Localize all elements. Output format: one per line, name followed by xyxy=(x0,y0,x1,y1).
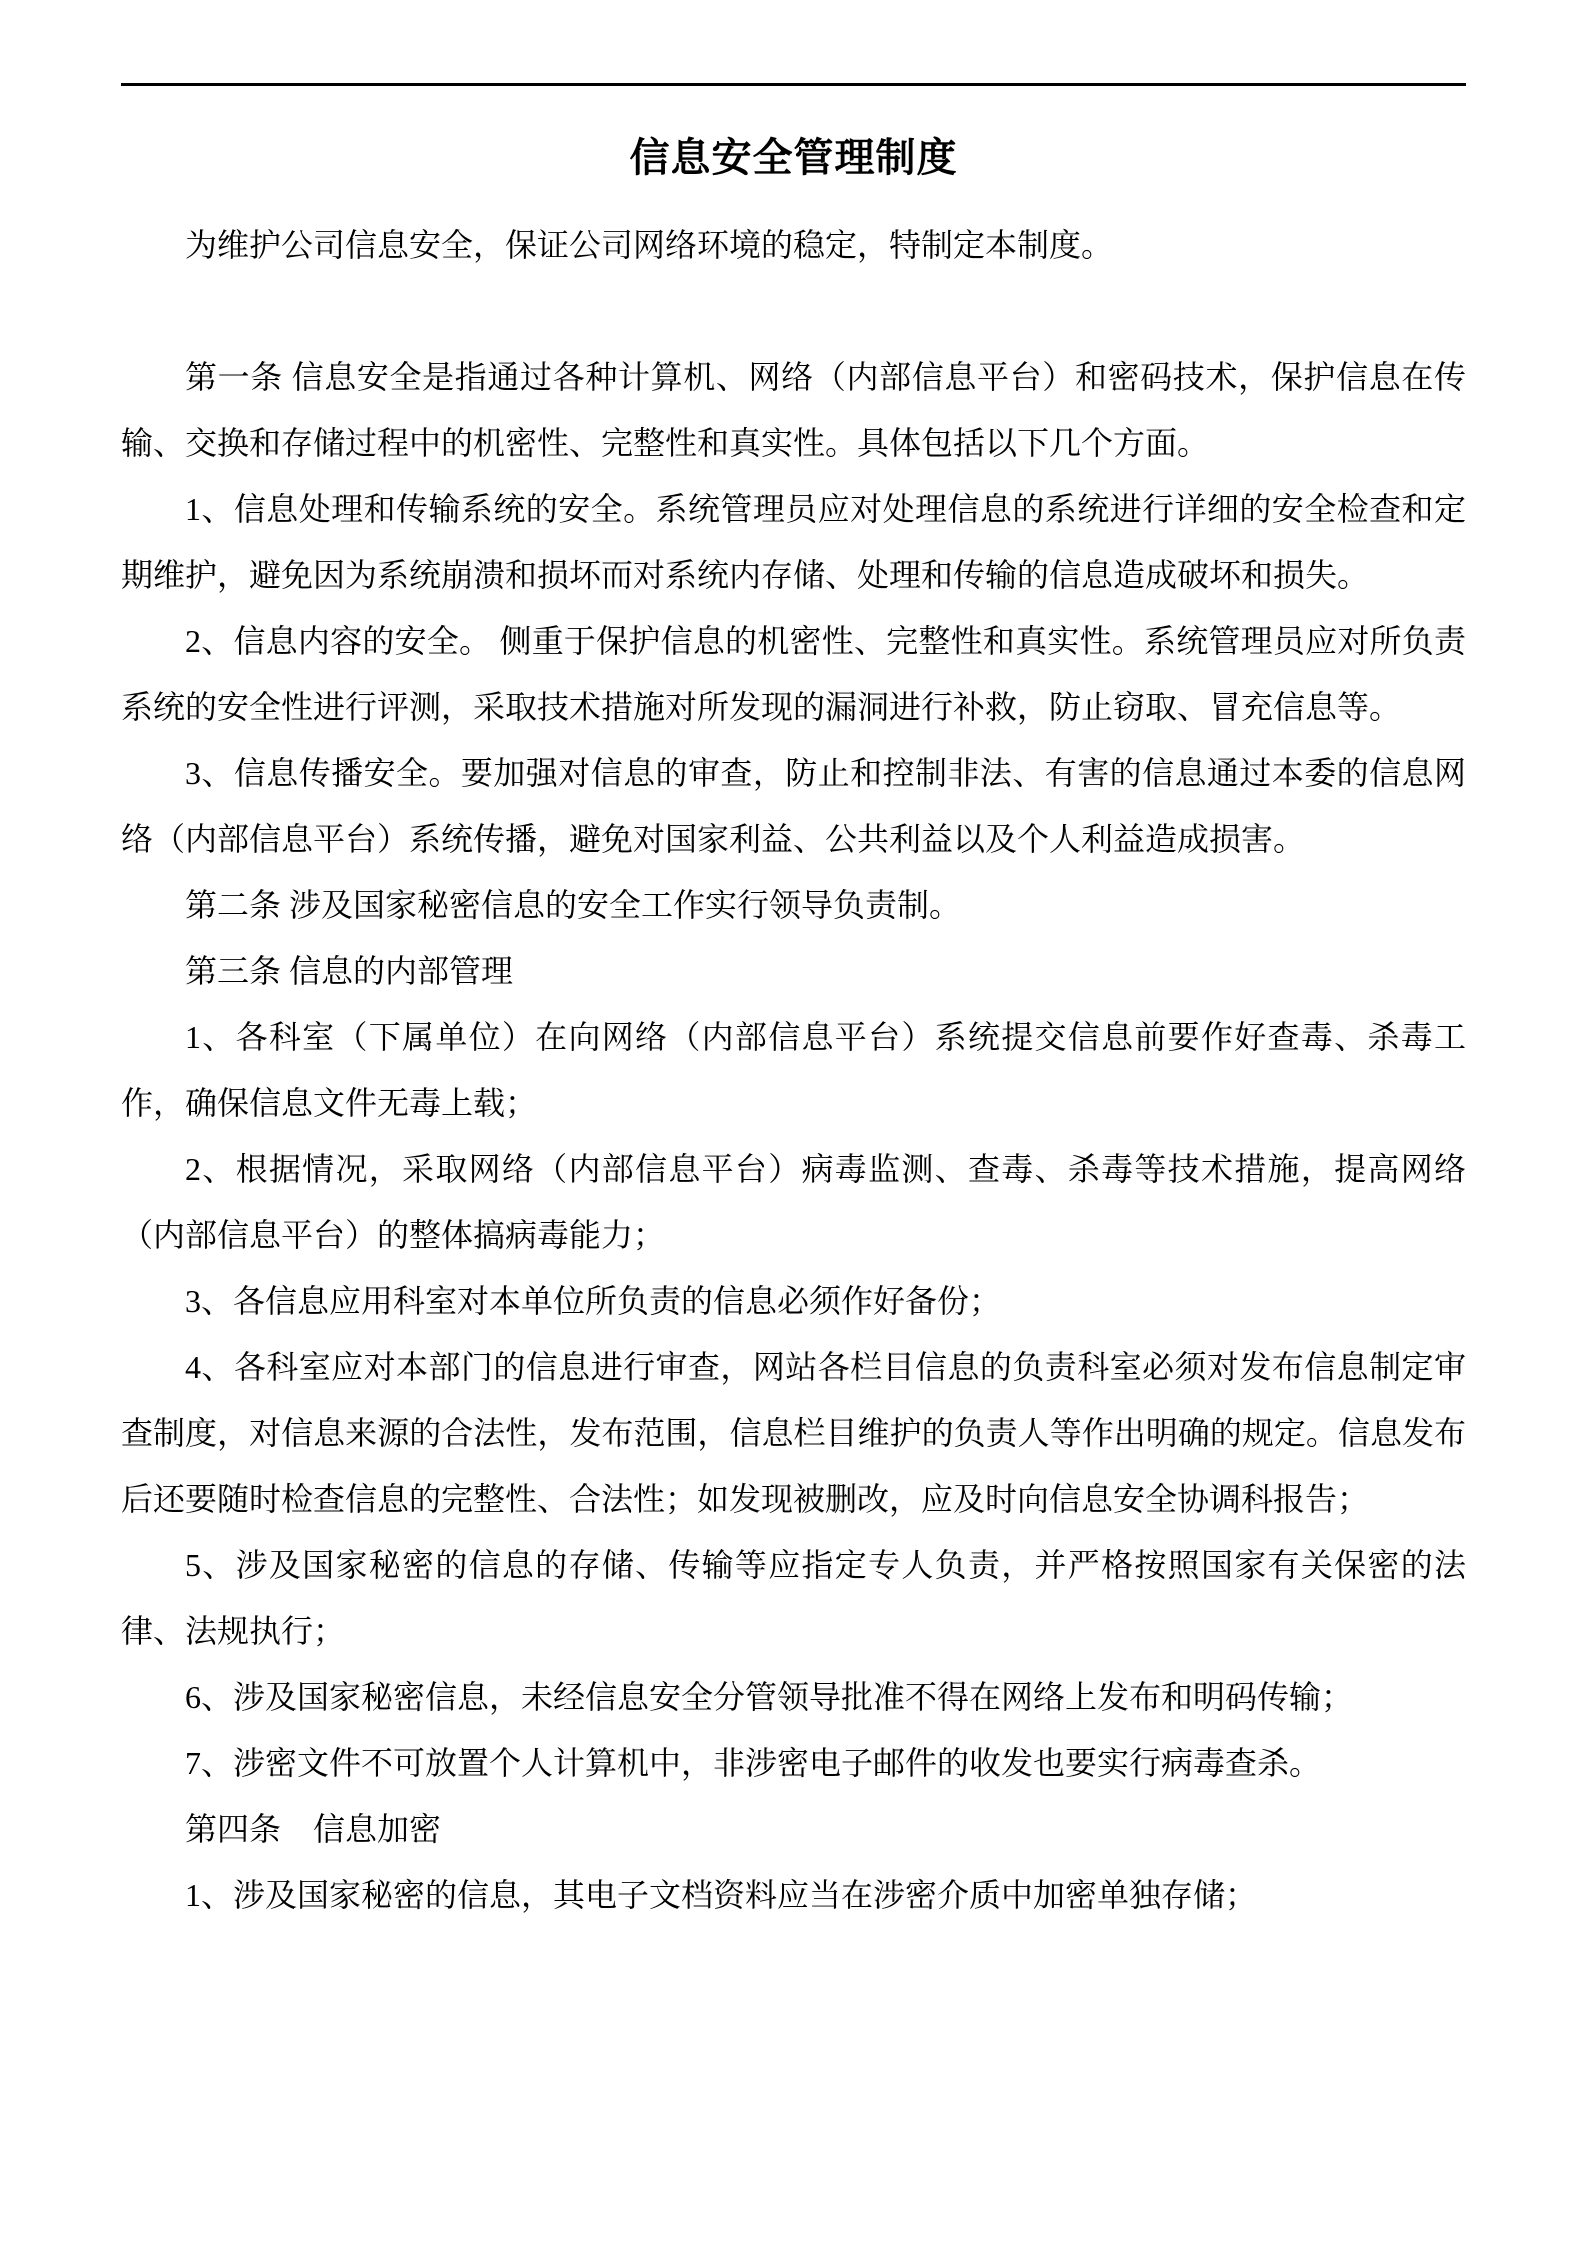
paragraph: 为维护公司信息安全，保证公司网络环境的稳定，特制定本制度。 xyxy=(185,227,1114,263)
paragraph: 第一条 信息安全是指通过各种计算机、网络（内部信息平台）和密码技术，保护信息在传输、交换和存储过程中的机密性、完整性和真实性。具体包括以下几个方面。 xyxy=(121,359,1466,461)
paragraph: 1、各科室（下属单位）在向网络（内部信息平台）系统提交信息前要作好查毒、杀毒工作，确保信息文件无毒上载； xyxy=(121,1019,1466,1121)
header-divider xyxy=(121,83,1466,86)
paragraph: 3、信息传播安全。要加强对信息的审查，防止和控制非法、有害的信息通过本委的信息网络（内部信息平台）系统传播，避免对国家利益、公共利益以及个人利益造成损害。 xyxy=(121,755,1466,857)
document-body xyxy=(121,212,1466,1928)
paragraph: 1、涉及国家秘密的信息，其电子文档资料应当在涉密介质中加密单独存储； xyxy=(185,1877,1258,1913)
paragraph: 第四条 信息加密 xyxy=(185,1811,442,1847)
paragraph: 2、信息内容的安全。 侧重于保护信息的机密性、完整性和真实性。系统管理员应对所负责系统的安全性进行评测，采取技术措施对所发现的漏洞进行补救，防止窃取、冒充信息等。 xyxy=(121,623,1466,725)
paragraph: 6、涉及国家秘密信息，未经信息安全分管领导批准不得在网络上发布和明码传输； xyxy=(185,1679,1354,1715)
paragraph: 7、涉密文件不可放置个人计算机中，非涉密电子邮件的收发也要实行病毒查杀。 xyxy=(185,1745,1322,1781)
document-title: 信息安全管理制度 xyxy=(629,135,958,180)
paragraph: 第三条 信息的内部管理 xyxy=(185,953,514,989)
blank-line xyxy=(121,278,1466,344)
paragraph: 第二条 涉及国家秘密信息的安全工作实行领导负责制。 xyxy=(185,887,962,923)
paragraph: 1、信息处理和传输系统的安全。系统管理员应对处理信息的系统进行详细的安全检查和定期维护，避免因为系统崩溃和损坏而对系统内存储、处理和传输的信息造成破坏和损失。 xyxy=(121,491,1466,593)
paragraph: 4、各科室应对本部门的信息进行审查，网站各栏目信息的负责科室必须对发布信息制定审查制度，对信息来源的合法性，发布范围，信息栏目维护的负责人等作出明确的规定。信息发布后还要随时检查信息的完整性、合法性；如发现被删改，应及时向信息安全协调科报告； xyxy=(121,1349,1466,1517)
paragraph: 2、根据情况，采取网络（内部信息平台）病毒监测、查毒、杀毒等技术措施，提高网络（内部信息平台）的整体搞病毒能力； xyxy=(121,1151,1466,1253)
paragraph: 5、涉及国家秘密的信息的存储、传输等应指定专人负责，并严格按照国家有关保密的法律、法规执行； xyxy=(121,1547,1466,1649)
paragraph: 3、各信息应用科室对本单位所负责的信息必须作好备份； xyxy=(185,1283,1002,1319)
